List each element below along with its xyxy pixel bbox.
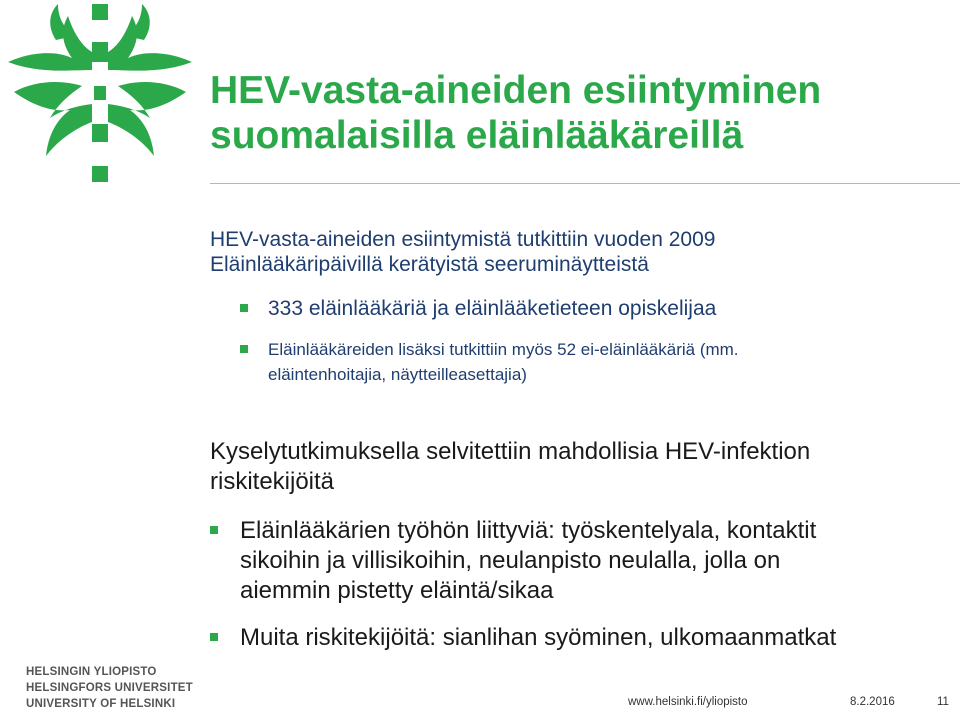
lead-line: Kyselytutkimuksella selvitettiin mahdollisia HEV-infektion xyxy=(210,438,811,465)
square-bullet-icon xyxy=(240,345,248,353)
university-name-line: UNIVERSITY OF HELSINKI xyxy=(26,698,176,710)
lead-line: HEV-vasta-aineiden esiintymistä tutkittiin vuoden 2009 xyxy=(210,228,716,251)
list-item xyxy=(210,516,940,606)
lead-line: riskitekijöitä xyxy=(210,468,335,495)
square-bullet-icon xyxy=(210,526,218,534)
list-item xyxy=(210,337,930,387)
section-lead xyxy=(210,437,940,497)
footer-date: 8.2.2016 xyxy=(850,696,895,708)
page-title xyxy=(210,68,950,158)
page-number: 11 xyxy=(937,696,949,708)
title-divider xyxy=(210,183,960,184)
list-item-text: 333 eläinlääkäriä ja eläinlääketieteen opiskelijaa xyxy=(268,297,717,320)
list-item-text: Muita riskitekijöitä: sianlihan syöminen, ulkomaanmatkat xyxy=(240,624,837,651)
flame-logo-icon xyxy=(0,0,200,190)
list-item xyxy=(210,623,940,653)
list-item-text: eläintenhoitajia, näytteilleasettajia) xyxy=(268,365,527,384)
section-serum-samples xyxy=(210,227,930,387)
university-name xyxy=(26,664,193,712)
bullet-list xyxy=(210,516,940,653)
list-item-text: Eläinlääkärien työhön liittyviä: työskentelyala, kontaktit xyxy=(240,517,817,544)
title-line: suomalaisilla eläinlääkäreillä xyxy=(210,114,744,157)
title-line: HEV-vasta-aineiden esiintyminen xyxy=(210,69,822,112)
section-lead xyxy=(210,227,930,277)
section-risk-factors xyxy=(210,437,940,653)
university-name-line: HELSINGFORS UNIVERSITET xyxy=(26,682,193,694)
footer-url: www.helsinki.fi/yliopisto xyxy=(628,696,748,708)
university-name-line: HELSINGIN YLIOPISTO xyxy=(26,666,157,678)
square-bullet-icon xyxy=(240,304,248,312)
lead-line: Eläinlääkäripäivillä kerätyistä seeruminäytteistä xyxy=(210,253,649,276)
list-item xyxy=(210,296,930,322)
square-bullet-icon xyxy=(210,633,218,641)
list-item-text: Eläinlääkäreiden lisäksi tutkittiin myös 52 ei-eläinlääkäriä (mm. xyxy=(268,340,739,359)
bullet-list xyxy=(210,296,930,387)
list-item-text: sikoihin ja villisikoihin, neulanpisto neulalla, jolla on xyxy=(240,547,781,574)
list-item-text: aiemmin pistetty eläintä/sikaa xyxy=(240,577,554,604)
